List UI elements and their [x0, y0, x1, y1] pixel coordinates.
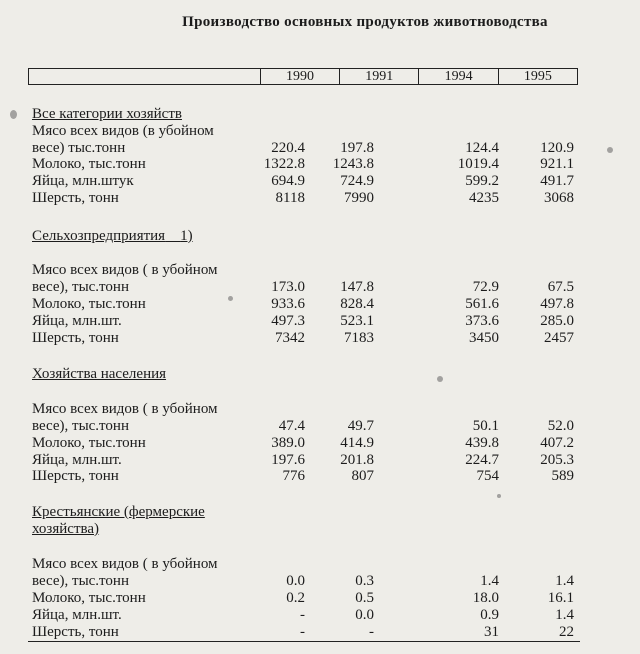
scan-speck [497, 494, 501, 498]
section-title-agri-enterprises [32, 228, 193, 245]
cell-value: 776 [282, 468, 305, 484]
cell-value: 285.0 [540, 313, 574, 329]
cell-value: 497.3 [271, 313, 305, 329]
cell-value: 1322.8 [263, 156, 305, 172]
cell-value: 694.9 [271, 173, 305, 189]
cell-value: 72.9 [472, 279, 499, 295]
row-label: Шерсть, тонн [32, 468, 119, 484]
cell-value: 414.9 [340, 435, 374, 451]
row-label: Молоко, тыс.тонн [32, 296, 146, 312]
cell-value: 1019.4 [457, 156, 499, 172]
cell-value: 52.0 [547, 418, 574, 434]
row-label: Шерсть, тонн [32, 330, 119, 346]
cell-value: 439.8 [465, 435, 499, 451]
cell-value: 0.9 [480, 607, 499, 623]
cell-value: 147.8 [340, 279, 374, 295]
cell-value: 407.2 [540, 435, 574, 451]
document-title: Производство основных продуктов животноводства [182, 14, 548, 30]
table-row [32, 468, 582, 485]
cell-value: 1.4 [555, 607, 574, 623]
scan-speck [228, 296, 233, 301]
cell-value: 373.6 [465, 313, 499, 329]
year-header-1990: 1990 [261, 69, 340, 84]
table-row [32, 173, 582, 190]
section-title-farms: Крестьянские (фермерские [32, 504, 205, 520]
row-label: Молоко, тыс.тонн [32, 156, 146, 172]
cell-value: 7342 [275, 330, 305, 346]
cell-value: 22 [559, 624, 574, 640]
cell-value: 224.7 [465, 452, 499, 468]
table-row [32, 313, 582, 330]
section-prefix-text: Мясо всех видов ( в убойном [32, 262, 218, 278]
cell-value: 4235 [469, 190, 499, 206]
footnote-marker: 1) [180, 228, 193, 244]
table-row [32, 452, 582, 469]
cell-value: 1.4 [480, 573, 499, 589]
section-prefix-text: Мясо всех видов ( в убойном [32, 556, 218, 572]
table-row [32, 607, 582, 624]
section-title-households: Хозяйства населения [32, 366, 167, 382]
cell-value: 16.1 [547, 590, 574, 606]
scan-speck [607, 147, 613, 153]
cell-value: 7183 [344, 330, 374, 346]
section-title-text: Сельхозпредприятия [32, 228, 166, 244]
header-blank-cell [29, 69, 261, 84]
cell-value: 1.4 [555, 573, 574, 589]
cell-value: 807 [351, 468, 374, 484]
cell-value: - [300, 624, 305, 640]
cell-value: 921.1 [540, 156, 574, 172]
row-label: Шерсть, тонн [32, 624, 119, 640]
cell-value: 18.0 [472, 590, 499, 606]
section-title-farms-line2: хозяйства) [32, 521, 100, 537]
cell-value: 0.3 [355, 573, 374, 589]
year-header-1994: 1994 [419, 69, 498, 84]
cell-value: 497.8 [540, 296, 574, 312]
row-label: весе) тыс.тонн [32, 140, 126, 156]
table-row [32, 279, 582, 296]
cell-value: 31 [484, 624, 499, 640]
scan-speck [10, 110, 17, 119]
table-row [32, 330, 582, 347]
cell-value: 2457 [544, 330, 574, 346]
row-label: Шерсть, тонн [32, 190, 119, 206]
section-prefix-text: Мясо всех видов ( в убойном [32, 401, 218, 417]
cell-value: 220.4 [271, 140, 305, 156]
cell-value: 50.1 [472, 418, 499, 434]
cell-value: 754 [476, 468, 499, 484]
cell-value: 197.8 [340, 140, 374, 156]
table-bottom-rule [28, 641, 580, 642]
table-row [32, 190, 582, 207]
scan-speck [437, 376, 443, 382]
cell-value: 828.4 [340, 296, 374, 312]
cell-value: 67.5 [547, 279, 574, 295]
cell-value: 491.7 [540, 173, 574, 189]
cell-value: 0.0 [286, 573, 305, 589]
row-label: Молоко, тыс.тонн [32, 435, 146, 451]
cell-value: 3450 [469, 330, 499, 346]
table-row [32, 140, 582, 157]
cell-value: 8118 [275, 190, 305, 206]
table-row [32, 418, 582, 435]
row-label: Яйца, млн.шт. [32, 607, 122, 623]
year-header-row [28, 68, 578, 85]
cell-value: 197.6 [271, 452, 305, 468]
cell-value: 201.8 [340, 452, 374, 468]
table-row [32, 296, 582, 313]
cell-value: - [300, 607, 305, 623]
cell-value: 589 [551, 468, 574, 484]
row-label: Яйца, млн.шт. [32, 452, 122, 468]
section-prefix-text: Мясо всех видов (в убойном [32, 123, 214, 139]
cell-value: 389.0 [271, 435, 305, 451]
cell-value: 599.2 [465, 173, 499, 189]
table-row [32, 624, 582, 641]
cell-value: 933.6 [271, 296, 305, 312]
cell-value: 120.9 [540, 140, 574, 156]
cell-value: 124.4 [465, 140, 499, 156]
cell-value: 724.9 [340, 173, 374, 189]
cell-value: 0.0 [355, 607, 374, 623]
table-row [32, 435, 582, 452]
table-row [32, 590, 582, 607]
cell-value: 173.0 [271, 279, 305, 295]
year-header-1991: 1991 [340, 69, 419, 84]
row-label: весе), тыс.тонн [32, 279, 129, 295]
section-title-all-categories: Все категории хозяйств [32, 106, 182, 122]
cell-value: 47.4 [278, 418, 305, 434]
row-label: Молоко, тыс.тонн [32, 590, 146, 606]
year-header-1995: 1995 [523, 69, 552, 84]
cell-value: 3068 [544, 190, 574, 206]
cell-value: 0.5 [355, 590, 374, 606]
row-label: весе), тыс.тонн [32, 573, 129, 589]
cell-value: 205.3 [540, 452, 574, 468]
cell-value: 1243.8 [332, 156, 374, 172]
row-label: Яйца, млн.штук [32, 173, 134, 189]
cell-value: 49.7 [347, 418, 374, 434]
cell-value: 561.6 [465, 296, 499, 312]
cell-value: 0.2 [286, 590, 305, 606]
table-row [32, 156, 582, 173]
cell-value: 7990 [344, 190, 374, 206]
cell-value: 523.1 [340, 313, 374, 329]
row-label: весе), тыс.тонн [32, 418, 129, 434]
row-label: Яйца, млн.шт. [32, 313, 122, 329]
cell-value: - [369, 624, 374, 640]
table-row [32, 573, 582, 590]
